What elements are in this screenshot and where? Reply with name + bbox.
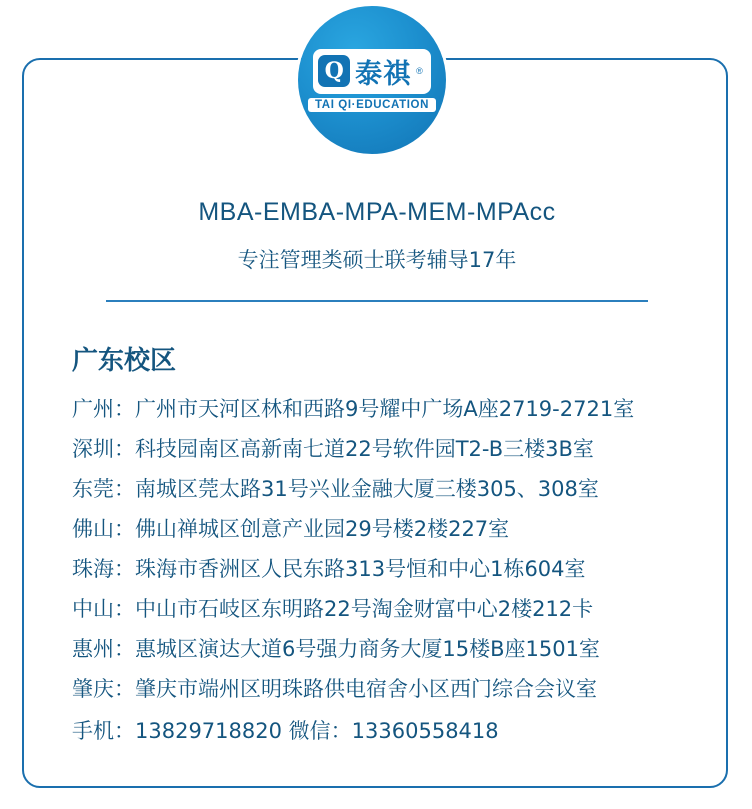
campus-city: 深圳 [72, 437, 114, 461]
content-frame [22, 58, 728, 788]
list-item [72, 589, 692, 629]
colon-separator: ： [114, 517, 135, 541]
campus-city: 中山 [72, 597, 114, 621]
colon-separator: ： [114, 597, 135, 621]
list-item [72, 469, 692, 509]
colon-separator: ： [114, 719, 135, 743]
list-item [72, 669, 692, 709]
logo-brand-cn: 泰祺 [355, 58, 412, 90]
list-item [72, 509, 692, 549]
campus-city: 东莞 [72, 477, 114, 501]
phone-label: 手机 [72, 719, 114, 743]
campus-city: 珠海 [72, 557, 114, 581]
colon-separator: ： [114, 437, 135, 461]
section-divider [106, 300, 648, 302]
colon-separator: ： [114, 477, 135, 501]
campus-city: 广州 [72, 397, 114, 421]
logo-q-icon: Q [318, 55, 350, 87]
campus-address: 中山市石岐区东明路22号淘金财富中心2楼212卡 [135, 597, 594, 621]
list-item [72, 549, 692, 589]
campus-address: 珠海市香洲区人民东路313号恒和中心1栋604室 [135, 557, 586, 581]
registered-mark-icon: ® [416, 66, 423, 76]
campus-city: 惠州 [72, 637, 114, 661]
list-item [72, 429, 692, 469]
logo [298, 6, 454, 154]
campus-address: 佛山禅城区创意产业园29号楼2楼227室 [135, 517, 510, 541]
campus-address: 科技园南区高新南七道22号软件园T2-B三楼3B室 [135, 437, 594, 461]
slogan-text: 专注管理类硕士联考辅导17年 [237, 248, 517, 272]
colon-separator: ： [330, 719, 352, 743]
list-item [72, 389, 692, 429]
colon-separator: ： [114, 677, 135, 701]
region-title: 广东校区 [72, 346, 177, 376]
campus-address: 南城区莞太路31号兴业金融大厦三楼305、308室 [135, 477, 599, 501]
list-item [72, 629, 692, 669]
campus-city: 佛山 [72, 517, 114, 541]
colon-separator: ： [114, 397, 135, 421]
address-section [72, 340, 692, 751]
campus-address: 肇庆市端州区明珠路供电宿舍小区西门综合会议室 [135, 677, 597, 701]
logo-brand-en: TAI QI·EDUCATION [308, 98, 436, 112]
campus-address: 广州市天河区林和西路9号耀中广场A座2719-2721室 [135, 397, 635, 421]
program-list-title: MBA-EMBA-MPA-MEM-MPAcc [198, 198, 556, 226]
wechat-label: 微信 [288, 719, 331, 743]
wechat-value: 13360558418 [351, 719, 499, 743]
phone-value: 13829718820 [135, 719, 282, 743]
logo-wordmark [313, 49, 431, 94]
colon-separator: ： [114, 557, 135, 581]
colon-separator: ： [114, 637, 135, 661]
campus-city: 肇庆 [72, 677, 114, 701]
campus-address: 惠城区演达大道6号强力商务大厦15楼B座1501室 [135, 637, 600, 661]
contact-row [72, 711, 692, 751]
logo-content [310, 32, 434, 128]
heading-block [24, 198, 730, 274]
